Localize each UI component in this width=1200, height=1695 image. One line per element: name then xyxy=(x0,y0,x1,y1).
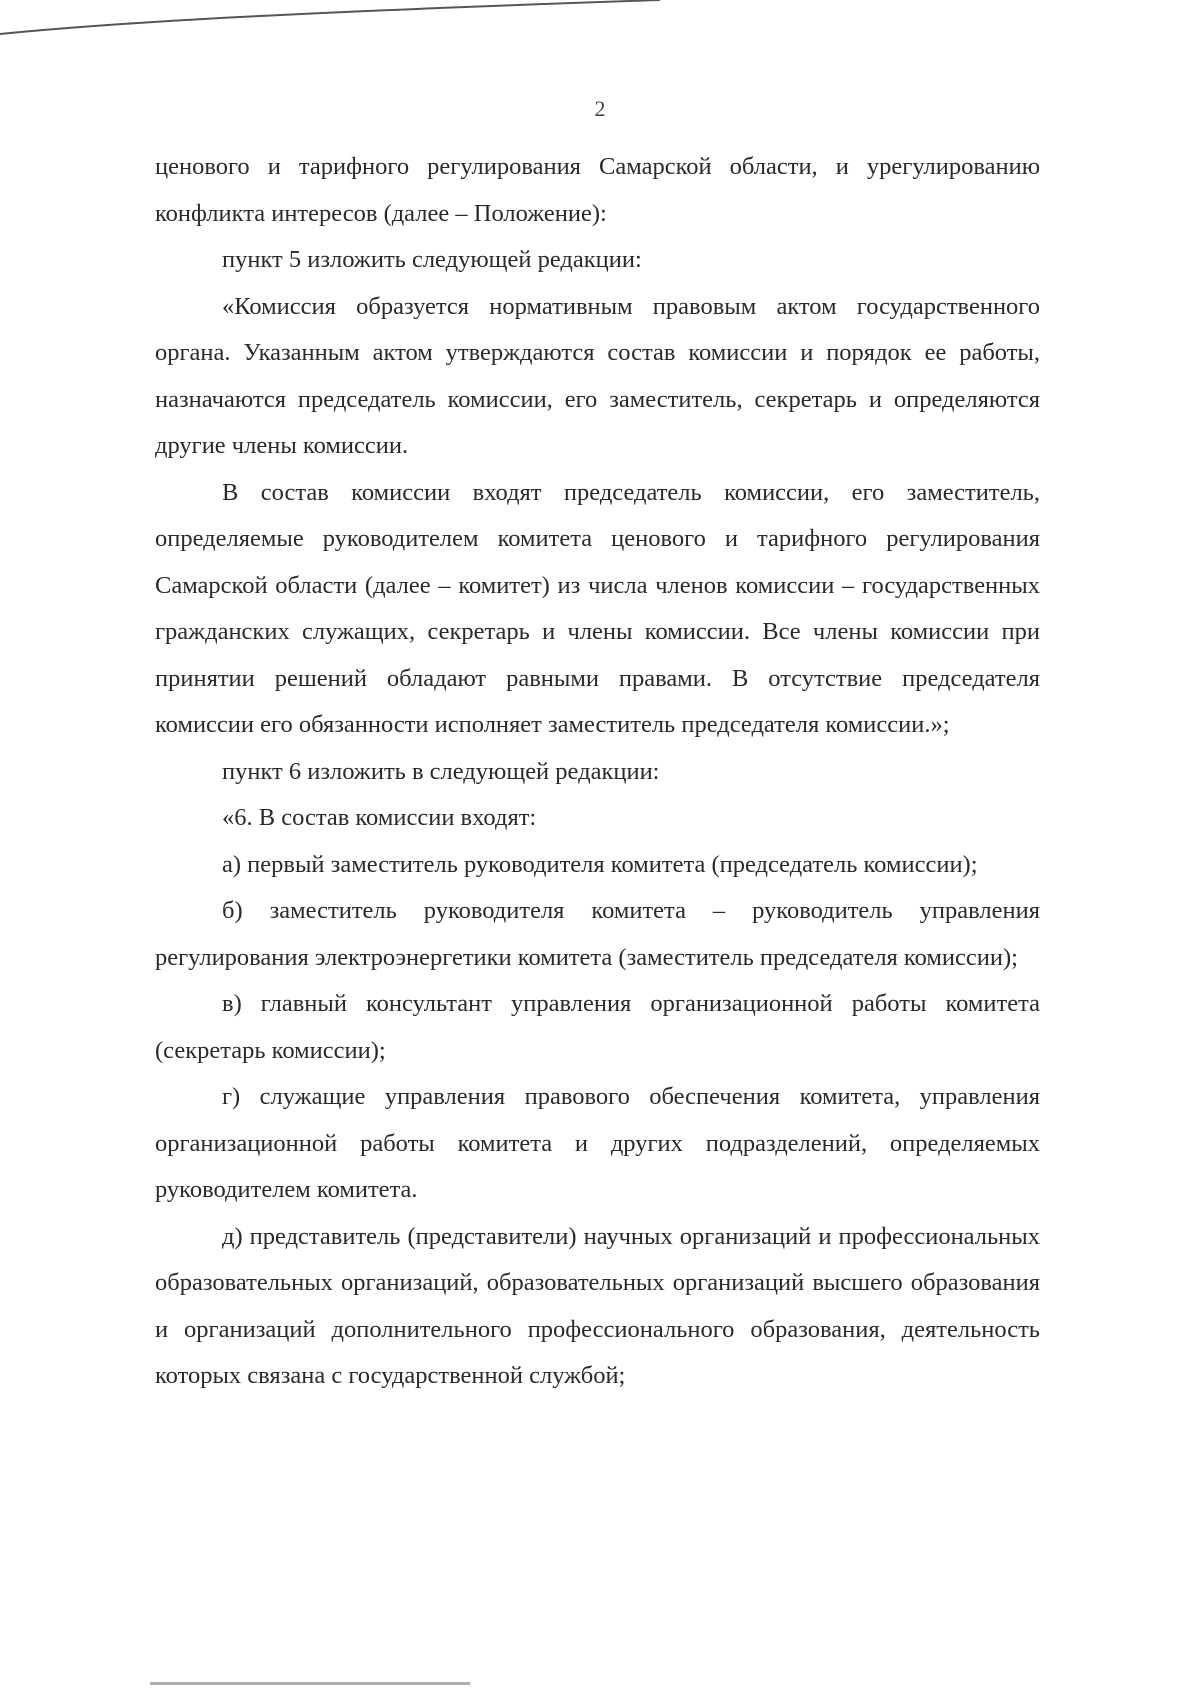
document-body xyxy=(155,144,1040,1400)
list-item: в) главный консультант управления организационной работы комитета (секретарь комиссии); xyxy=(155,990,1040,1064)
scan-edge-line-bottom xyxy=(150,1682,470,1685)
page-number: 2 xyxy=(594,96,606,121)
list-item: г) служащие управления правового обеспечения комитета, управления организационной работы комитета и других подразделений, определяемых руководителем комитета. xyxy=(155,1083,1040,1203)
list-item: д) представитель (представители) научных организаций и профессиональных образовательных организаций, образовательных организаций высшего образования и организаций дополнительного профессионального образования, деятельность которых связана с государственной службой; xyxy=(155,1222,1040,1389)
paragraph: «Комиссия образуется нормативным правовым актом государственного органа. Указанным актом утверждаются состав комиссии и порядок ее работы, назначаются председатель комиссии, его заместитель, секретарь и определяются другие члены комиссии. xyxy=(155,292,1040,459)
paragraph: пункт 5 изложить следующей редакции: xyxy=(222,246,642,273)
scan-edge-line xyxy=(0,0,660,40)
list-item: а) первый заместитель руководителя комитета (председатель комиссии); xyxy=(222,850,978,878)
paragraph: пункт 6 изложить в следующей редакции: xyxy=(222,757,660,785)
paragraph: «6. В состав комиссии входят: xyxy=(222,804,537,831)
paragraph: В состав комиссии входят председатель комиссии, его заместитель, определяемые руководителем комитета ценового и тарифного регулирования Самарской области (далее – комитет) из числа членов комиссии – государственных гражданских служащих, секретарь и члены комиссии. Все члены комиссии при принятии решений обладают равными правами. В отсутствие председателя комиссии его обязанности исполняет заместитель председателя комиссии.»; xyxy=(155,478,1040,738)
paragraph: ценового и тарифного регулирования Самарской области, и урегулированию конфликта интересов (далее – Положение): xyxy=(155,153,1040,227)
list-item: б) заместитель руководителя комитета – руководитель управления регулирования электроэнергетики комитета (заместитель председателя комиссии); xyxy=(155,897,1040,971)
